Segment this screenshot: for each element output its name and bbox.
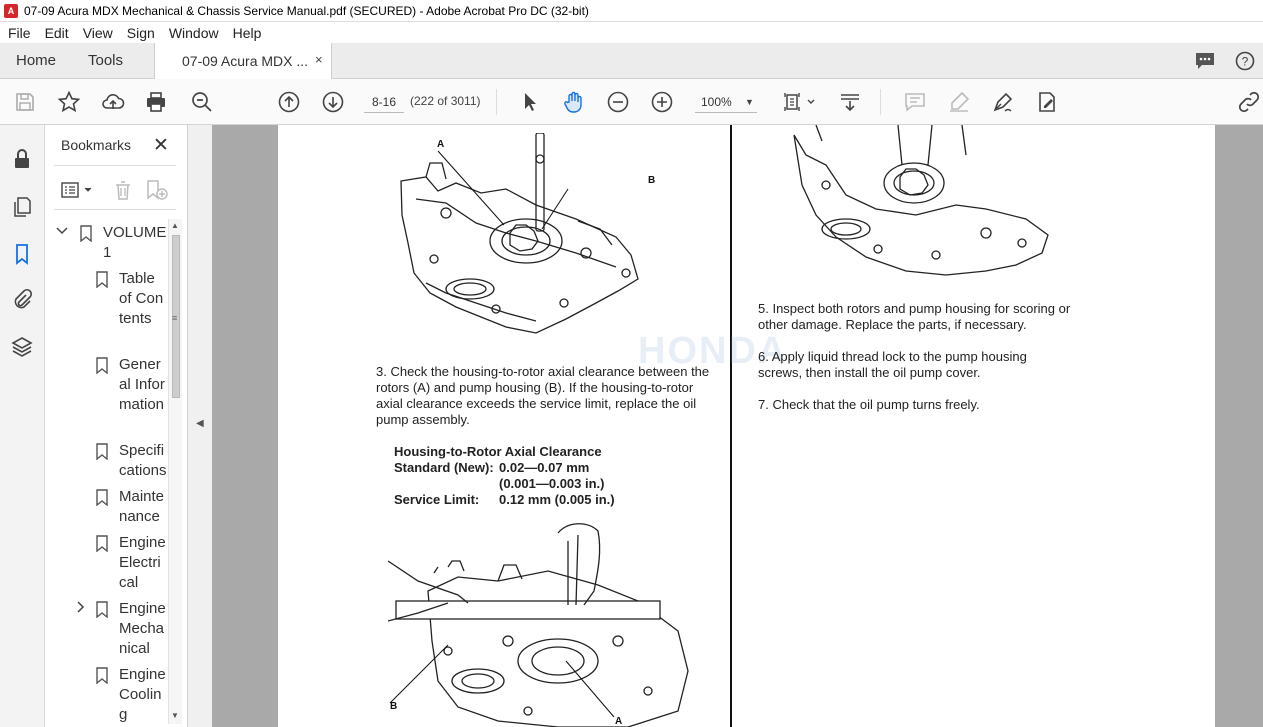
bookmark-item-general-information[interactable]	[45, 355, 171, 437]
tab-close-icon[interactable]: ×	[315, 52, 323, 67]
page-number-input[interactable]: 8-16	[364, 91, 404, 113]
bookmark-icon	[96, 535, 108, 552]
window-titlebar	[0, 0, 1263, 22]
resize-grip-icon[interactable]: ≡	[172, 313, 178, 323]
bookmark-item-specifications[interactable]	[45, 441, 171, 483]
panel-divider	[54, 209, 176, 210]
bookmark-icon	[96, 443, 108, 460]
bookmarks-panel-icon[interactable]	[10, 242, 34, 266]
options-menu-icon[interactable]	[61, 180, 97, 200]
menu-window[interactable]: Window	[168, 24, 219, 41]
page-thumbnails-icon[interactable]	[10, 195, 34, 219]
panel-divider	[54, 165, 176, 166]
pdf-page	[278, 125, 1215, 727]
bookmark-label: General Information	[119, 356, 165, 413]
bookmark-label: Engine Electrical	[119, 534, 166, 591]
tab-bar	[0, 43, 1263, 79]
scroll-mode-icon[interactable]	[838, 90, 862, 114]
main-toolbar	[0, 79, 1263, 125]
menu-bar	[0, 22, 1263, 43]
window-title: 07-09 Acura MDX Mechanical & Chassis Service Manual.pdf (SECURED) - Adobe Acrobat Pro DC (32-bit)	[24, 3, 589, 18]
comment-bubble-icon[interactable]	[1194, 51, 1216, 71]
share-upload-icon[interactable]	[101, 90, 125, 114]
chevron-down-icon: ▼	[745, 97, 754, 107]
toolbar-separator	[880, 89, 881, 115]
next-page-icon[interactable]	[321, 90, 345, 114]
svg-text:?: ?	[1241, 54, 1249, 69]
close-icon[interactable]: ✕	[153, 135, 169, 156]
spec-limit-label: Service Limit:	[394, 492, 480, 507]
link-icon[interactable]	[1237, 90, 1261, 114]
callout-label: A	[615, 716, 623, 727]
bookmark-icon	[80, 225, 92, 242]
new-bookmark-icon[interactable]	[145, 179, 169, 201]
bookmark-item-maintenance[interactable]	[45, 487, 171, 529]
save-icon[interactable]	[13, 90, 37, 114]
bookmarks-scrollbar[interactable]	[168, 219, 182, 724]
tab-document[interactable]	[154, 43, 332, 80]
select-cursor-icon[interactable]	[518, 90, 542, 114]
comment-icon[interactable]	[903, 90, 927, 114]
bookmark-item-table-of-contents[interactable]	[45, 269, 171, 351]
spec-standard-inch: (0.001—0.003 in.)	[499, 476, 605, 491]
spec-standard-value: 0.02—0.07 mm	[499, 460, 590, 475]
step-7-text: 7. Check that the oil pump turns freely.	[758, 397, 980, 412]
scroll-down-icon[interactable]: ▼	[171, 711, 179, 720]
zoom-out-icon[interactable]	[606, 90, 630, 114]
zoom-in-icon[interactable]	[650, 90, 674, 114]
callout-label: B	[390, 701, 398, 712]
menu-help[interactable]: Help	[232, 24, 262, 41]
bookmarks-toolbar	[45, 177, 188, 203]
zoom-level-value: 100%	[701, 95, 732, 109]
bookmark-icon	[96, 601, 108, 618]
zoom-level-select[interactable]	[695, 91, 757, 113]
menu-edit[interactable]: Edit	[44, 24, 69, 41]
menu-file[interactable]: File	[8, 24, 31, 41]
oil-pump-illustration-right	[786, 125, 1056, 277]
bookmark-item-engine-cooling[interactable]	[45, 665, 171, 723]
bookmark-star-icon[interactable]	[57, 90, 81, 114]
print-icon[interactable]	[144, 90, 168, 114]
bookmark-icon	[96, 489, 108, 506]
bookmarks-tree	[45, 223, 171, 723]
delete-trash-icon[interactable]	[113, 179, 133, 201]
page-fit-icon[interactable]	[784, 90, 818, 114]
bookmark-item-engine-mechanical[interactable]	[45, 599, 171, 661]
oil-pump-illustration-feeler	[388, 521, 698, 727]
hand-tool-icon[interactable]	[562, 90, 586, 114]
help-icon[interactable]	[1234, 51, 1256, 71]
menu-sign[interactable]: Sign	[126, 24, 155, 41]
spec-limit-value: 0.12 mm (0.005 in.)	[499, 492, 615, 507]
column-divider	[730, 125, 732, 727]
zoom-search-icon[interactable]	[190, 90, 214, 114]
step-6-text: 6. Apply liquid thread lock to the pump housing screws, then install the oil pump cover.	[758, 349, 1027, 380]
acrobat-app-icon: A	[4, 4, 18, 18]
tab-tools[interactable]: Tools	[88, 52, 124, 69]
bookmark-icon	[96, 357, 108, 374]
collapse-panel-icon[interactable]: ◀	[196, 418, 204, 429]
watermark-text: HONDA	[638, 330, 788, 372]
bookmark-item-volume-1[interactable]	[45, 223, 171, 265]
oil-pump-illustration-top	[386, 133, 686, 345]
attachments-icon[interactable]	[10, 288, 34, 312]
toolbar-separator	[496, 89, 497, 115]
bookmark-icon	[96, 667, 108, 684]
navigation-rail	[0, 125, 45, 727]
spec-title: Housing-to-Rotor Axial Clearance	[394, 444, 602, 459]
callout-label: A	[437, 139, 445, 150]
previous-page-icon[interactable]	[277, 90, 301, 114]
step-5-text: 5. Inspect both rotors and pump housing for scoring or other damage. Replace the parts, if necessary.	[758, 301, 1071, 332]
bookmark-icon	[96, 271, 108, 288]
bookmark-label: Table of Contents	[119, 270, 164, 327]
lock-icon[interactable]	[10, 147, 34, 171]
tab-document-label: 07-09 Acura MDX ...	[182, 53, 309, 69]
bookmark-label: Specifications	[119, 442, 167, 479]
edit-document-icon[interactable]	[1035, 90, 1059, 114]
scroll-up-icon[interactable]: ▲	[171, 221, 179, 230]
bookmark-item-engine-electrical[interactable]	[45, 533, 171, 595]
sign-pen-icon[interactable]	[991, 90, 1015, 114]
bookmarks-panel	[45, 125, 188, 727]
bookmark-label: Maintenance	[119, 488, 165, 525]
layers-icon[interactable]	[10, 335, 34, 359]
bookmark-label: Engine Mechanical	[119, 600, 166, 657]
highlight-pen-icon[interactable]	[947, 90, 971, 114]
chevron-right-icon[interactable]	[74, 601, 86, 616]
bookmarks-panel-title: Bookmarks	[61, 137, 132, 153]
page-count-label: (222 of 3011)	[410, 94, 481, 108]
spec-standard-label: Standard (New):	[394, 460, 494, 475]
document-viewport[interactable]	[212, 125, 1263, 727]
menu-view[interactable]: View	[82, 24, 113, 41]
chevron-down-icon[interactable]	[56, 224, 68, 239]
bookmark-label: VOLUME 1	[103, 224, 167, 261]
bookmark-label: Engine Cooling	[119, 666, 166, 723]
callout-label: B	[648, 175, 656, 186]
tab-home[interactable]: Home	[16, 52, 57, 69]
step-3-text: 3. Check the housing-to-rotor axial clearance between the rotors (A) and pump housing (B). If the housing-to-rotor axial clearance exceeds the service limit, replace the oil pump assembly.	[376, 364, 710, 427]
